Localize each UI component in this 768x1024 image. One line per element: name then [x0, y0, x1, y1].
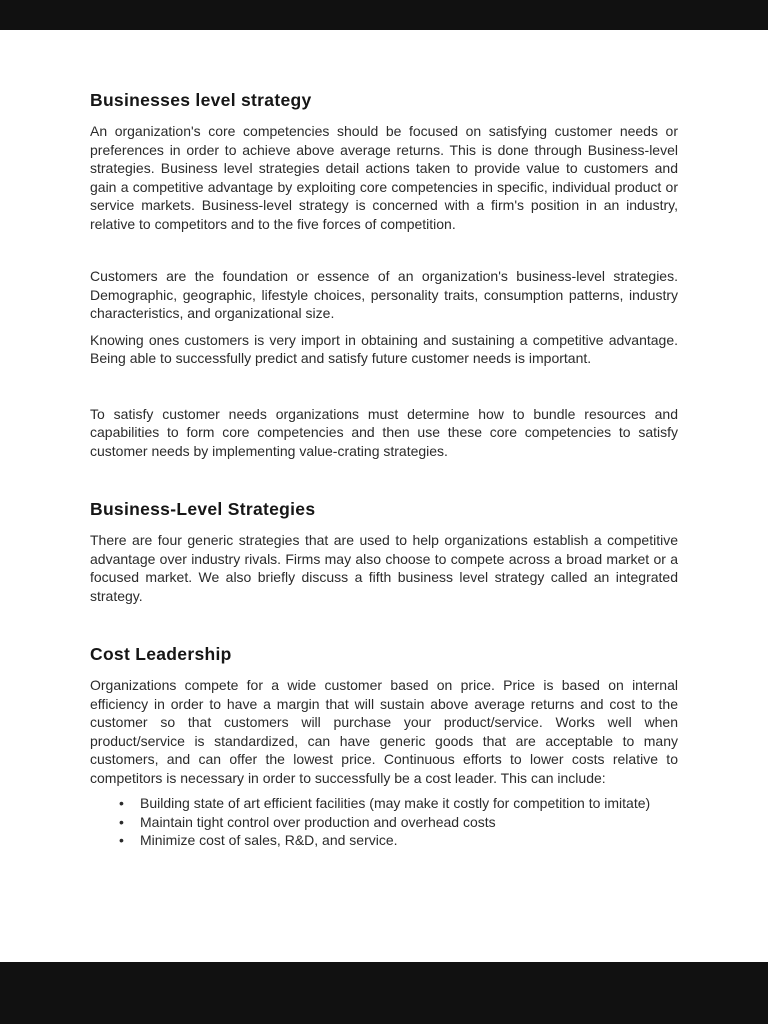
bullet-item: • Minimize cost of sales, R&D, and service. — [90, 831, 678, 850]
section-heading: Business-Level Strategies — [90, 499, 316, 519]
section-heading: Businesses level strategy — [90, 90, 312, 110]
section-heading: Cost Leadership — [90, 644, 232, 664]
section-business-level-strategies — [90, 498, 678, 605]
paragraph: An organization's core competencies should be focused on satisfying customer needs or preferences in order to achieve above average returns. This is done through Business-level strategies. Business level strategies detail actions taken to provide value to customers and gain a competitive advantage by exploiting core competencies in specific, individual product or service markets. Business-level strategy is concerned with a firm's position in an industry, relative to competitors and to the five forces of competition. — [90, 123, 678, 232]
bullet-item: • Maintain tight control over production and overhead costs — [90, 813, 678, 832]
document-page — [0, 30, 768, 962]
paragraph: There are four generic strategies that are used to help organizations establish a competitive advantage over industry rivals. Firms may also choose to compete across a broad market or a focused market. We also briefly discuss a fifth business level strategy called an integrated strategy. — [90, 532, 678, 604]
paragraph: Knowing ones customers is very import in obtaining and sustaining a competitive advantage. Being able to successfully predict and satisfy future customer needs is important. — [90, 331, 678, 366]
viewer-bottom-bar — [0, 962, 768, 1024]
section-businesses-level-strategy — [90, 89, 678, 460]
bullet-item: • Building state of art efficient facilities (may make it costly for competition to imitate) — [90, 794, 678, 813]
section-cost-leadership — [90, 643, 678, 850]
bullet-list — [90, 794, 678, 850]
paragraph: Customers are the foundation or essence of an organization's business-level strategies. Demographic, geographic, lifestyle choices, personality traits, consumption patterns, industry characteristics, and organizational size. — [90, 268, 678, 321]
paragraph: To satisfy customer needs organizations must determine how to bundle resources and capabilities to form core competencies and then use these core competencies to satisfy customer needs by implementing value-crating strategies. — [90, 405, 678, 459]
paragraph: Organizations compete for a wide customer based on price. Price is based on internal efficiency in order to have a margin that will sustain above average returns and cost to the customer so that customers will purchase your product/service. Works well when product/service is standardized, can have generic goods that are acceptable to many customers, and can offer the lowest price. Continuous efforts to lower costs relative to competitors is necessary in order to successfully be a cost leader. This can include: — [90, 677, 678, 786]
viewer-top-bar — [0, 0, 768, 30]
